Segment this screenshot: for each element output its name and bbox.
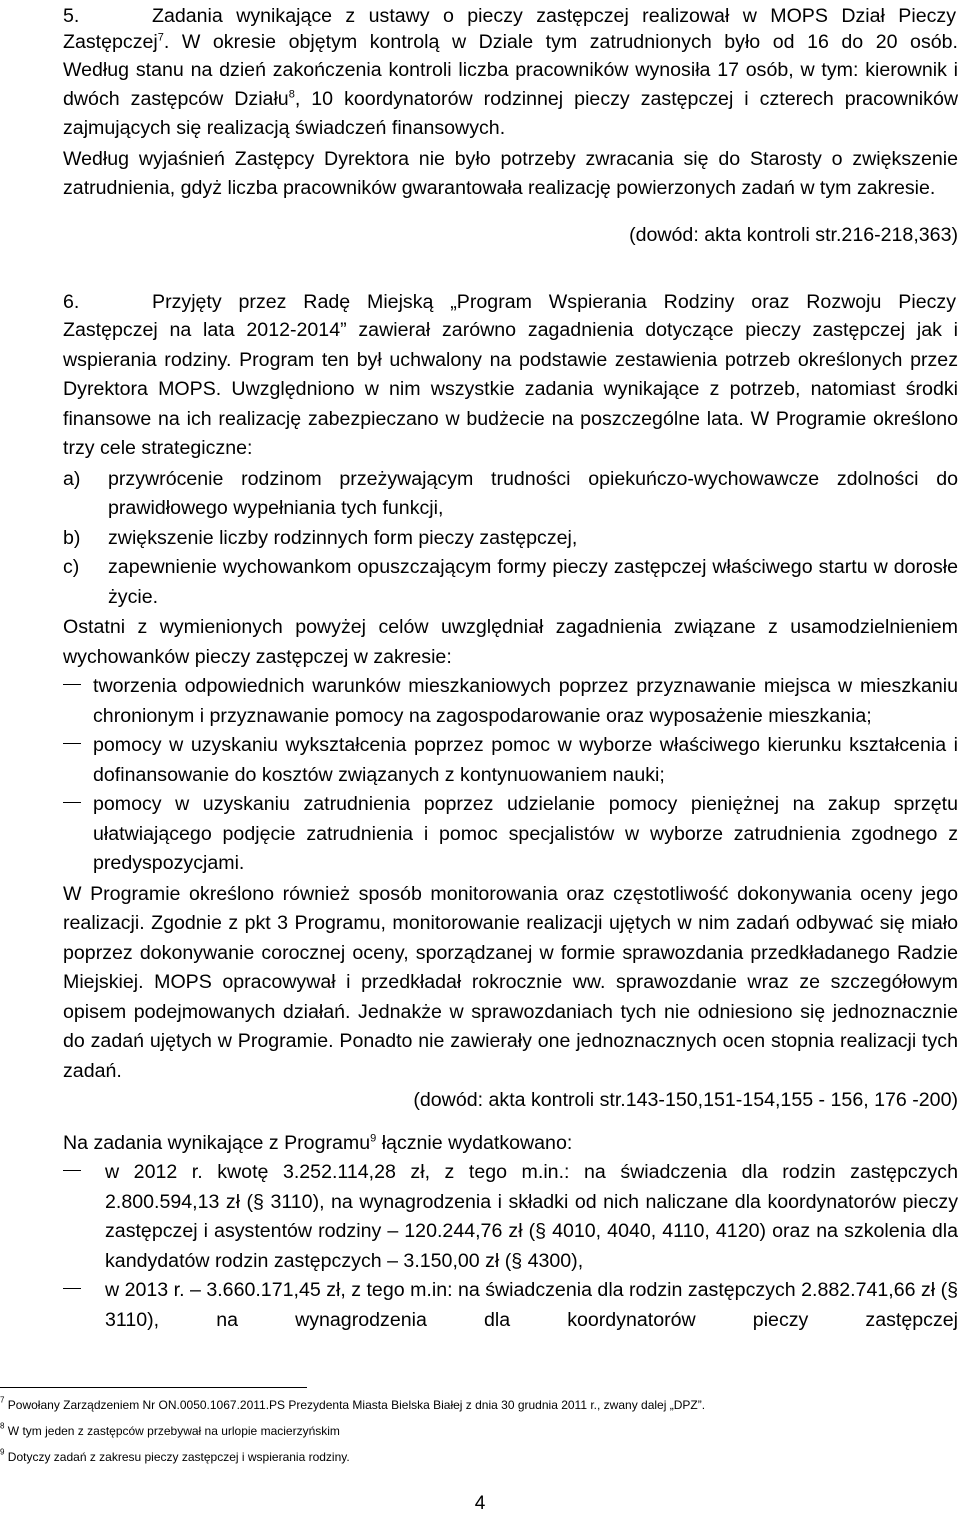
dash-list bbox=[63, 672, 958, 879]
dash-marker bbox=[63, 731, 93, 790]
goal-item bbox=[63, 553, 958, 612]
goal-marker: c) bbox=[63, 556, 80, 578]
footnote-ref-7[interactable]: 7 bbox=[157, 31, 164, 44]
spending-text: w 2012 r. kwotę 3.252.114,28 zł, z tego m.in.: na świadczenia dla rodzin zastępczych 2.800.594,13 zł (§ 3110), na wynagrodzenia i składki od nich naliczane dla koordynatorów pieczy zastępczej i asystentów rodziny – 120.244,76 zł (§ 4010, 4040, 4110, 4120) oraz na szkolenia dla kandydatów rodzin zastępczych – 3.150,00 zł (§ 4300), bbox=[105, 1161, 958, 1272]
dash-text: tworzenia odpowiednich warunków mieszkaniowych poprzez przyznawanie miejsca w mieszkaniu chronionym i przyznawanie pomocy na zagospodarowanie oraz wyposażenie mieszkania; bbox=[93, 675, 958, 727]
footnote-8 bbox=[0, 1422, 340, 1440]
text: Według stanu na dzień zakończenia kontroli liczba pracowników wynosiła 17 osób, w tym: kierownik i dwóch zastępców Działu bbox=[63, 59, 958, 110]
section-6-evidence: (dowód: akta kontroli str.143-150,151-154,155 - 156, 176 -200) bbox=[413, 1089, 958, 1111]
section-6-paragraph-last-goal: Ostatni z wymienionych powyżej celów uwzględniał zagadnienia związane z usamodzielnieniem wychowanków pieczy zastępczej w zakresie: bbox=[63, 616, 958, 668]
spending-item bbox=[63, 1158, 958, 1276]
dash-item bbox=[63, 790, 958, 879]
goal-text: zwiększenie liczby rodzinnych form pieczy zastępczej, bbox=[108, 526, 578, 549]
dash-marker bbox=[63, 1276, 105, 1335]
dash-icon bbox=[63, 802, 81, 803]
footnote-separator bbox=[0, 1387, 307, 1388]
spending-text: w 2013 r. – 3.660.171,45 zł, z tego m.in: na świadczenia dla rodzin zastępczych 2.882.741,66 zł (§ 3110), na wynagrodzenia dla koordynatorów pieczy zastępczej bbox=[105, 1279, 958, 1331]
section-5-line-2 bbox=[63, 29, 958, 55]
section-5-number: 5. bbox=[63, 5, 80, 27]
footnote-text: W tym jeden z zastępców przebywał na urlopie macierzyńskim bbox=[4, 1424, 340, 1438]
footnote-7 bbox=[0, 1396, 705, 1414]
goal-text: zapewnienie wychowankom opuszczającym formy pieczy zastępczej właściwego startu w dorosłe życie. bbox=[108, 556, 958, 608]
goal-text: przywrócenie rodzinom przeżywającym trudności opiekuńczo-wychowawcze zdolności do prawidłowego wypełniania tych funkcji, bbox=[108, 467, 958, 519]
section-6-number: 6. bbox=[63, 291, 80, 313]
section-6-paragraph-program: Zastępczej na lata 2012-2014” zawierał zarówno zagadnienia dotyczące pieczy zastępczej jak i wspierania rodziny. Program ten był uchwalony na podstawie zestawienia potrzeb określonych przez Dyrektora MOPS. Uwzględniono w nim wszystkie zadania wynikające z potrzeb, natomiast środki finansowe na ich realizację zabezpieczano w budżecie na poszczególne lata. W Programie określono trzy cele strategiczne: bbox=[63, 319, 958, 459]
dash-icon bbox=[63, 743, 81, 744]
dash-icon bbox=[63, 1288, 81, 1289]
page-number: 4 bbox=[474, 1493, 486, 1514]
section-6-body bbox=[63, 316, 958, 1335]
goal-item bbox=[63, 465, 958, 524]
text: Na zadania wynikające z Programu bbox=[63, 1131, 371, 1154]
dash-icon bbox=[63, 1170, 81, 1171]
goal-item bbox=[63, 524, 958, 554]
dash-marker bbox=[63, 790, 93, 879]
dash-marker bbox=[63, 672, 93, 731]
section-6-spending-intro bbox=[63, 1129, 958, 1159]
goal-marker: a) bbox=[63, 467, 81, 490]
section-5-paragraph-explanation: Według wyjaśnień Zastępcy Dyrektora nie było potrzeby zwracania się do Starosty o zwiększenie zatrudnienia, gdyż liczba pracowników gwarantowała realizację powierzonych zadań w tym zakresie. bbox=[63, 148, 958, 199]
footnote-9 bbox=[0, 1448, 350, 1466]
footnote-ref-8[interactable]: 8 bbox=[288, 88, 295, 101]
footnote-text: Dotyczy zadań z zakresu pieczy zastępczej i wspierania rodziny. bbox=[4, 1450, 350, 1464]
dash-item bbox=[63, 672, 958, 731]
footnote-mark: 9 bbox=[0, 1447, 5, 1457]
section-6-line-1: Przyjęty przez Radę Miejską „Program Wspierania Rodziny oraz Rozwoju Pieczy bbox=[152, 291, 956, 313]
dash-icon bbox=[63, 684, 81, 685]
section-5-paragraph-staff bbox=[63, 56, 958, 143]
spending-item bbox=[63, 1276, 958, 1335]
dash-text: pomocy w uzyskaniu zatrudnienia poprzez udzielanie pomocy pieniężnej na zakup sprzętu ułatwiającego podjęcie zatrudnienia i pomoc specjalistów w wyborze zatrudnienia zgodnego z predyspozycjami. bbox=[93, 793, 958, 874]
footnote-mark: 7 bbox=[0, 1395, 5, 1405]
spending-list bbox=[63, 1158, 958, 1335]
section-6-paragraph-monitoring: W Programie określono również sposób monitorowania oraz częstotliwość dokonywania oceny jego realizacji. Zgodnie z pkt 3 Programu, monitorowanie realizacji ujętych w nim zadań odbywać się miało poprzez dokonywanie corocznej oceny, sporządzanej w formie sprawozdania przedkładanego Radzie Miejskiej. MOPS opracowywał i przedkładał rokrocznie ww. sprawozdanie wraz ze szczegółowym opisem podejmowanych działań. Jednakże w sprawozdaniach tych nie odniesiono się jednoznacznie do zadań ujętych w Programie. Ponadto nie zawierały one jednoznacznych ocen stopnia realizacji tych zadań. bbox=[63, 882, 958, 1082]
text: łącznie wydatkowano: bbox=[376, 1131, 573, 1154]
section-5-line-1: Zadania wynikające z ustawy o pieczy zastępczej realizował w MOPS Dział Pieczy bbox=[152, 5, 956, 27]
section-5-body bbox=[63, 29, 958, 250]
text: . W okresie objętym kontrolą w Dziale tym zatrudnionych było od 16 do 20 osób. bbox=[163, 31, 958, 53]
footnote-text: Powołany Zarządzeniem Nr ON.0050.1067.2011.PS Prezydenta Miasta Bielska Białej z dnia 30 grudnia 2011 r., zwany dalej „DPZ”. bbox=[4, 1398, 706, 1412]
footnote-ref-9[interactable]: 9 bbox=[370, 1131, 377, 1144]
footnote-mark: 8 bbox=[0, 1421, 5, 1431]
dash-marker bbox=[63, 1158, 105, 1276]
text: Zastępczej bbox=[63, 31, 158, 53]
goal-marker: b) bbox=[63, 526, 81, 549]
goals-list bbox=[63, 465, 958, 613]
dash-item bbox=[63, 731, 958, 790]
text: , 10 koordynatorów rodzinnej pieczy zastępczej i czterech pracowników zajmujących się realizacją świadczeń finansowych. bbox=[63, 88, 959, 139]
dash-text: pomocy w uzyskaniu wykształcenia poprzez pomoc w wyborze właściwego kierunku kształcenia i dofinansowanie do kosztów związanych z kontynuowaniem nauki; bbox=[93, 734, 958, 786]
section-5-evidence: (dowód: akta kontroli str.216-218,363) bbox=[629, 224, 958, 246]
